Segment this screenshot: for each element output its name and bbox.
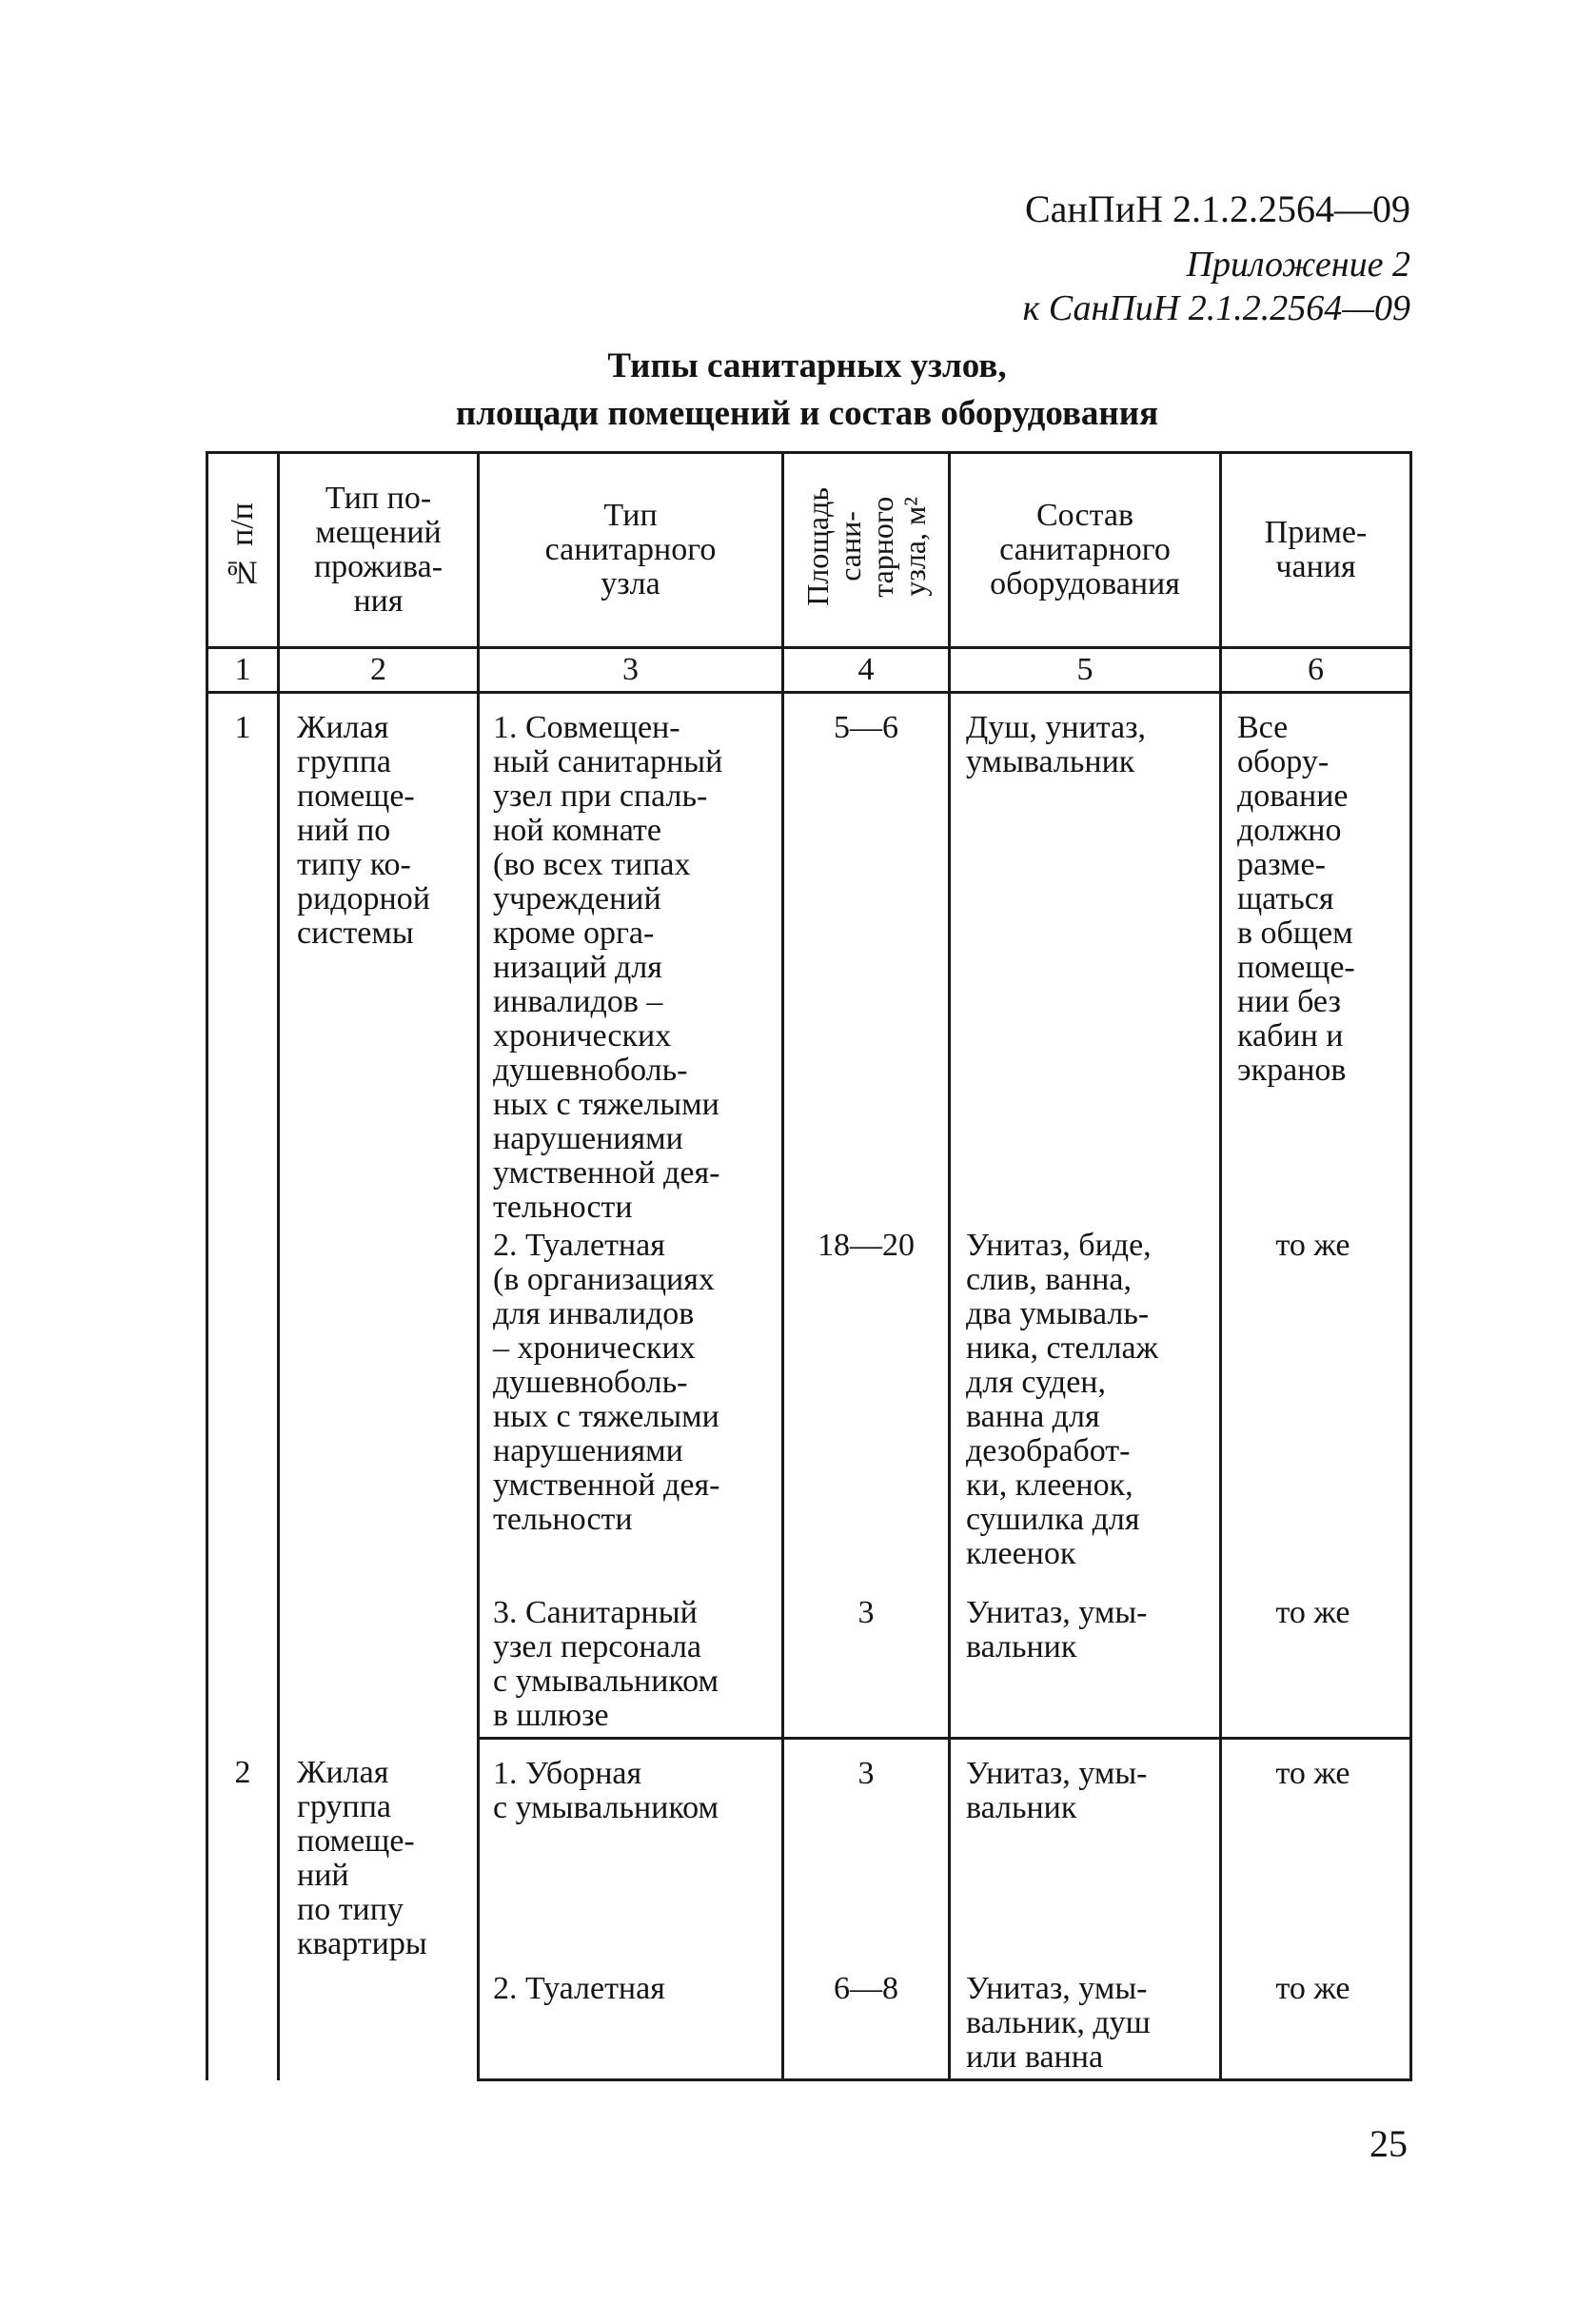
text-line: Состав xyxy=(1035,498,1134,533)
room-type-cell xyxy=(279,693,479,1739)
text-line: Тип xyxy=(603,498,658,533)
page-number: 25 xyxy=(1369,2122,1408,2165)
text-line: помеще- xyxy=(297,1822,415,1859)
text-line: ный санитарный xyxy=(493,744,723,779)
text-line: ний xyxy=(297,1857,349,1893)
text-line: кабин и xyxy=(1237,1018,1344,1054)
text-line: ний по xyxy=(297,813,391,848)
text-line: вальник, душ xyxy=(966,2005,1151,2040)
text-line: нарушениями xyxy=(493,1121,683,1156)
column-number: 1 xyxy=(207,648,279,693)
text-line: то же xyxy=(1275,1595,1350,1630)
text-line: 2. Туалетная xyxy=(493,1228,665,1263)
text-line: узла xyxy=(601,566,660,601)
text-line: узел при спаль- xyxy=(493,778,708,814)
text-line: в шлюзе xyxy=(493,1698,609,1733)
text-line: для суден, xyxy=(966,1365,1106,1400)
text-line: оборудования xyxy=(990,566,1180,601)
sanitary-units-table xyxy=(206,451,1412,2081)
table-title-line-1: Типы санитарных узлов, xyxy=(607,346,1007,385)
column-numbers-row xyxy=(207,648,1411,693)
text-line: Тип по- xyxy=(325,481,432,516)
text-line: помеще- xyxy=(297,778,415,814)
row-number: 1 xyxy=(207,693,279,1739)
text-line: прожива- xyxy=(313,549,443,584)
text-line: экранов xyxy=(1237,1053,1347,1088)
text-line: узел персонала xyxy=(493,1629,702,1664)
text-line: умственной дея- xyxy=(493,1467,720,1503)
text-line: дование xyxy=(1237,778,1349,814)
text-line: то же xyxy=(1275,1756,1350,1791)
column-number: 2 xyxy=(279,648,479,693)
text-line: мещений xyxy=(315,515,442,550)
text-line: тарного xyxy=(865,495,899,598)
text-line: то же xyxy=(1275,1971,1350,2006)
text-line: Площадь xyxy=(800,486,835,606)
text-line: чания xyxy=(1275,549,1356,584)
text-line: душевноболь- xyxy=(493,1053,688,1088)
sanitary-type-cell xyxy=(479,1739,783,1967)
column-number: 5 xyxy=(950,648,1221,693)
text-line: (во всех типах xyxy=(493,847,691,882)
text-line: ния xyxy=(353,583,404,619)
table-row xyxy=(207,1739,1411,1967)
appendix-line-1: Приложение 2 xyxy=(1186,245,1410,285)
text-line: группа xyxy=(297,744,391,779)
text-line: ных с тяжелыми xyxy=(493,1087,719,1122)
text-line: нии без xyxy=(1237,984,1341,1019)
text-line: нарушениями xyxy=(493,1433,683,1468)
text-line: санитарного xyxy=(544,532,717,567)
text-line: 3. Санитарный xyxy=(493,1595,698,1630)
text-line: Жилая xyxy=(297,1754,389,1790)
sanitary-type-cell xyxy=(479,1590,783,1739)
sanitary-type-cell xyxy=(479,1966,783,2080)
text-line: разме- xyxy=(1237,847,1326,882)
text-line: группа xyxy=(297,1788,391,1824)
text-line: умывальник xyxy=(966,744,1135,779)
header-room-type xyxy=(279,453,479,648)
row-number: 2 xyxy=(207,1739,279,2080)
text-line: учреждений xyxy=(493,881,661,916)
text-line: щаться xyxy=(1237,881,1334,916)
text-line: ридорной xyxy=(297,881,430,916)
text-line: – хронических xyxy=(493,1330,696,1366)
header-sanitary-type xyxy=(479,453,783,648)
text-line: Душ, унитаз, xyxy=(966,710,1147,745)
header-area-label xyxy=(801,487,931,606)
room-type-cell xyxy=(279,1739,479,2080)
text-line: Унитаз, умы- xyxy=(966,1756,1148,1791)
area-cell: 5—6 xyxy=(783,693,950,1226)
text-line: с умывальником xyxy=(493,1790,719,1825)
document-code: СанПиН 2.1.2.2564—09 xyxy=(1024,187,1410,230)
text-line: два умываль- xyxy=(966,1296,1150,1331)
text-line: инвалидов – xyxy=(493,984,663,1019)
text-line: санитарного xyxy=(999,532,1171,567)
text-line: для инвалидов xyxy=(493,1296,695,1331)
text-line: в общем xyxy=(1237,916,1353,951)
text-line: слив, ванна, xyxy=(966,1262,1132,1297)
text-line: обору- xyxy=(1237,744,1330,779)
text-line: тельности xyxy=(493,1190,633,1225)
notes-cell xyxy=(1221,1590,1411,1739)
text-line: типу ко- xyxy=(297,847,411,882)
text-line: ной комнате xyxy=(493,813,661,848)
text-line: хронических xyxy=(493,1018,672,1054)
text-line: (в организациях xyxy=(493,1262,715,1297)
text-line: 1. Уборная xyxy=(493,1756,642,1791)
equipment-cell xyxy=(950,1590,1221,1739)
text-line: должно xyxy=(1237,813,1342,848)
text-line: тельности xyxy=(493,1502,633,1537)
equipment-cell xyxy=(950,1225,1221,1590)
column-number: 4 xyxy=(783,648,950,693)
notes-cell xyxy=(1221,1966,1411,2080)
column-number: 6 xyxy=(1221,648,1411,693)
text-line: квартиры xyxy=(297,1925,427,1961)
header-area xyxy=(783,453,950,648)
text-line: узла, м² xyxy=(897,496,932,597)
text-line: душевноболь- xyxy=(493,1365,688,1400)
table-header-row xyxy=(207,453,1411,648)
text-line: 2. Туалетная xyxy=(493,1971,665,2006)
header-notes xyxy=(1221,453,1411,648)
text-line: Жилая xyxy=(297,710,389,745)
notes-cell xyxy=(1221,1225,1411,1590)
equipment-cell xyxy=(950,1966,1221,2080)
header-equipment xyxy=(950,453,1221,648)
text-line: низаций для xyxy=(493,950,662,985)
equipment-cell xyxy=(950,1739,1221,1967)
text-line: дезобработ- xyxy=(966,1433,1131,1468)
text-line: ки, клеенок, xyxy=(966,1467,1133,1503)
text-line: то же xyxy=(1275,1228,1350,1263)
text-line: ных с тяжелыми xyxy=(493,1399,719,1434)
table-title xyxy=(207,343,1407,438)
sanitary-type-cell xyxy=(479,1225,783,1590)
column-number: 3 xyxy=(479,648,783,693)
table-row xyxy=(207,693,1411,1226)
table-title-line-2: площади помещений и состав оборудования xyxy=(455,394,1159,433)
header-num-label: № п/п xyxy=(225,502,260,590)
text-line: Унитаз, биде, xyxy=(966,1228,1152,1263)
text-line: клеенок xyxy=(966,1536,1076,1571)
text-line: вальник xyxy=(966,1629,1077,1664)
area-cell: 6—8 xyxy=(783,1966,950,2080)
equipment-cell xyxy=(950,693,1221,1226)
text-line: ванна для xyxy=(966,1399,1100,1434)
appendix-line-2: к СанПиН 2.1.2.2564—09 xyxy=(1022,288,1410,328)
text-line: ника, стеллаж xyxy=(966,1330,1159,1366)
text-line: сушилка для xyxy=(966,1502,1140,1537)
appendix-reference xyxy=(554,243,1410,330)
text-line: Приме- xyxy=(1264,515,1368,550)
text-line: с умывальником xyxy=(493,1664,719,1699)
notes-cell xyxy=(1221,693,1411,1226)
area-cell: 3 xyxy=(783,1739,950,1967)
text-line: помеще- xyxy=(1237,950,1355,985)
text-line: умственной дея- xyxy=(493,1155,720,1191)
sanitary-type-cell xyxy=(479,693,783,1226)
text-line: сани- xyxy=(833,511,867,581)
text-line: по типу xyxy=(297,1891,404,1927)
text-line: системы xyxy=(297,916,414,951)
text-line: вальник xyxy=(966,1790,1077,1825)
notes-cell xyxy=(1221,1739,1411,1967)
text-line: 1. Совмещен- xyxy=(493,710,680,745)
area-cell: 3 xyxy=(783,1590,950,1739)
text-line: Унитаз, умы- xyxy=(966,1595,1148,1630)
text-line: или ванна xyxy=(966,2039,1104,2075)
text-line: Все xyxy=(1237,710,1289,745)
text-line: кроме орга- xyxy=(493,916,655,951)
header-num xyxy=(207,453,279,648)
area-cell: 18—20 xyxy=(783,1225,950,1590)
text-line: Унитаз, умы- xyxy=(966,1971,1148,2006)
